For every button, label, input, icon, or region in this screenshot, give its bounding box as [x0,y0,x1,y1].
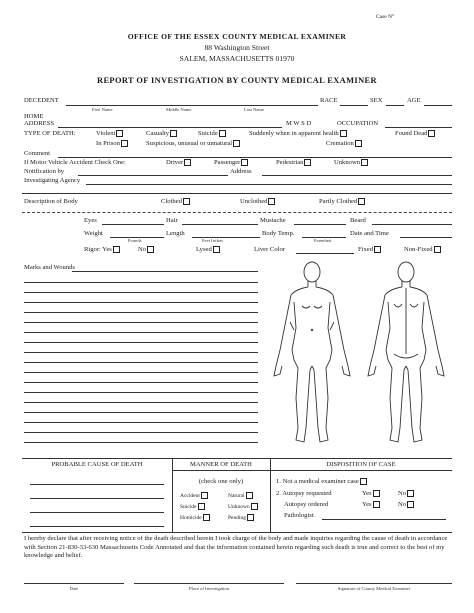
type-of-death-label: TYPE OF DEATH: [24,130,76,137]
rigor-no-option[interactable]: No [138,246,154,253]
marks-wounds-line[interactable] [24,412,258,413]
natural-checkbox[interactable] [246,492,253,499]
passenger-checkbox[interactable] [241,159,248,166]
unknown-vehicle-option[interactable]: Unknown [334,159,368,166]
driver-checkbox[interactable] [184,159,191,166]
in-prison-checkbox[interactable] [121,140,128,147]
autopsy-requested-label: 2. Autopsy requested [276,490,332,497]
suicide-checkbox[interactable] [219,130,226,137]
fixed-option[interactable]: Fixed [358,246,381,253]
first-name-hint: First Name [92,107,113,112]
marks-wounds-line[interactable] [24,332,258,333]
suicide-manner-option[interactable]: Suicide [180,503,205,510]
front-body-diagram-icon [266,258,358,450]
rigor-no-checkbox[interactable] [147,246,154,253]
sex-label: SEX [370,97,383,104]
accident-option[interactable]: Accident [180,492,208,499]
last-name-hint: Last Name [244,107,265,112]
marks-wounds-line[interactable] [24,442,258,443]
in-prison-option[interactable]: In Prison [96,140,128,147]
rigor-yes-checkbox[interactable] [113,246,120,253]
examiner-signature-label: Signature of County Medical Examiner [337,586,411,591]
driver-option[interactable]: Driver [166,159,191,166]
found-dead-option[interactable]: Found Dead [395,130,435,137]
marks-wounds-line[interactable] [24,312,258,313]
weight-unit-hint: Pounds [128,238,142,243]
sudden-death-option[interactable]: Suddenly when in apparent health [249,130,347,137]
suicide-manner-checkbox[interactable] [198,503,205,510]
autopsy-ordered-label: Autopsy ordered [284,501,329,508]
manner-of-death-header: MANNER OF DEATH [190,461,252,468]
motor-vehicle-label: If Motor Vehicle Accident Check One: [24,159,126,166]
liver-color-label: Liver Color [254,246,285,253]
accident-checkbox[interactable] [201,492,208,499]
hair-label: Hair [166,217,178,224]
beard-label: Beard [350,217,366,224]
disposition-header: DISPOSITION OF CASE [326,461,396,468]
autopsy-requested-no[interactable]: No [398,490,414,497]
passenger-option[interactable]: Passenger [214,159,248,166]
body-temp-label: Body Temp. [262,230,295,237]
casualty-checkbox[interactable] [170,130,177,137]
autopsy-requested-yes-checkbox[interactable] [373,490,380,497]
address-label: ADDRESS [24,120,55,127]
eyes-label: Eyes [84,217,97,224]
check-one-note: (check one only) [198,478,244,485]
office-name: OFFICE OF THE ESSEX COUNTY MEDICAL EXAMINER [127,32,347,41]
marks-wounds-line[interactable] [24,342,258,343]
casualty-option[interactable]: Casualty [146,130,177,137]
autopsy-ordered-no-checkbox[interactable] [407,501,414,508]
homicide-option[interactable]: Homicide [180,514,210,521]
found-dead-checkbox[interactable] [428,130,435,137]
body-description-label: Description of Body [24,198,78,205]
cremation-option[interactable]: Cremation [326,140,362,147]
pedestrian-checkbox[interactable] [304,159,311,166]
marks-wounds-line[interactable] [24,402,258,403]
autopsy-requested-yes[interactable]: Yes [362,490,380,497]
lysed-option[interactable]: Lysed [196,246,220,253]
autopsy-ordered-yes[interactable]: Yes [362,501,380,508]
marks-wounds-line[interactable] [24,322,258,323]
place-signature-label: Place of Investigation [188,586,230,591]
violent-checkbox[interactable] [116,130,123,137]
unclothed-checkbox[interactable] [268,198,275,205]
marks-wounds-line[interactable] [24,432,258,433]
pathologist-label: Pathologist [284,512,314,519]
report-title: REPORT OF INVESTIGATION BY COUNTY MEDICAL EXAMINER [97,76,377,85]
unclothed-option[interactable]: Unclothed [240,198,275,205]
marks-wounds-line[interactable] [24,382,258,383]
marks-wounds-line[interactable] [24,422,258,423]
declaration-text: I hereby declare that after receiving notice of the death described herein I took charge of the body and made inquiries regarding the cause of death in accordance with Section 21-830-33-630 Massachusetts Code Annotated and that the information contained herein regarding such death is true and correct to the best of my knowledge and belief. [24,535,448,560]
length-unit-hint: Feet Inches [202,238,224,243]
middle-name-hint: Middle Name [166,107,192,112]
notification-label: Notification by [24,168,65,175]
investigating-agency-label: Investigating Agency [24,177,81,184]
length-label: Length [166,230,185,237]
clothed-checkbox[interactable] [183,198,190,205]
date-time-label: Date and Time [350,230,389,237]
pending-checkbox[interactable] [247,514,254,521]
marks-wounds-line[interactable] [24,392,258,393]
marital-status-options: M W S D [286,120,312,127]
partly-clothed-checkbox[interactable] [358,198,365,205]
lysed-checkbox[interactable] [213,246,220,253]
occupation-label: OCCUPATION [337,120,379,127]
mustache-label: Mustache [260,217,286,224]
fixed-checkbox[interactable] [374,246,381,253]
rigor-option[interactable]: Rigor: Yes [84,246,120,253]
partly-clothed-option[interactable]: Partly Clothed [319,198,365,205]
decedent-label: DECEDENT [24,97,59,104]
autopsy-ordered-no[interactable]: No [398,501,414,508]
marks-wounds-line[interactable] [24,352,258,353]
marks-wounds-line[interactable] [24,282,258,283]
suicide-option[interactable]: Suicide [198,130,226,137]
office-street: 88 Washington Street [204,43,270,52]
office-city: SALEM, MASSACHUSETTS 01970 [179,54,295,63]
comment-label: Comment [24,150,51,157]
unknown-manner-checkbox[interactable] [251,503,258,510]
date-signature-label: Date [69,586,79,591]
unknown-manner-option[interactable]: Unknown [228,503,258,510]
clothed-option[interactable]: Clothed [161,198,190,205]
autopsy-ordered-yes-checkbox[interactable] [373,501,380,508]
marks-wounds-line[interactable] [24,292,258,293]
marks-wounds-label: Marks and Wounds [24,264,75,271]
suspicious-checkbox[interactable] [233,140,240,147]
home-label: HOME [24,113,44,120]
violent-option[interactable]: Violent [96,130,123,137]
unknown-vehicle-checkbox[interactable] [361,159,368,166]
not-me-case-checkbox[interactable] [360,478,367,485]
case-number-label: Case N° [376,14,395,20]
not-me-case-option[interactable]: 1. Not a medical examiner case [276,478,367,485]
back-body-diagram-icon [360,258,452,450]
marks-wounds-line[interactable] [24,362,258,363]
pending-option[interactable]: Pending [228,514,254,521]
sudden-death-checkbox[interactable] [340,130,347,137]
non-fixed-option[interactable]: Non-Fixed [404,246,441,253]
pedestrian-option[interactable]: Pedestrian [276,159,311,166]
temp-unit-hint: Farenheit [314,238,332,243]
race-label: RACE [320,97,338,104]
cremation-checkbox[interactable] [355,140,362,147]
notification-address-label: Address [230,168,252,175]
autopsy-requested-no-checkbox[interactable] [407,490,414,497]
homicide-checkbox[interactable] [203,514,210,521]
suspicious-option[interactable]: Suspicious, unusual or unnatural [146,140,240,147]
non-fixed-checkbox[interactable] [434,246,441,253]
natural-option[interactable]: Natural [228,492,253,499]
cause-of-death-header: PROBABLE CAUSE OF DEATH [51,461,143,468]
marks-wounds-line[interactable] [24,372,258,373]
weight-label: Weight [84,230,103,237]
age-label: AGE [407,97,421,104]
marks-wounds-line[interactable] [24,302,258,303]
